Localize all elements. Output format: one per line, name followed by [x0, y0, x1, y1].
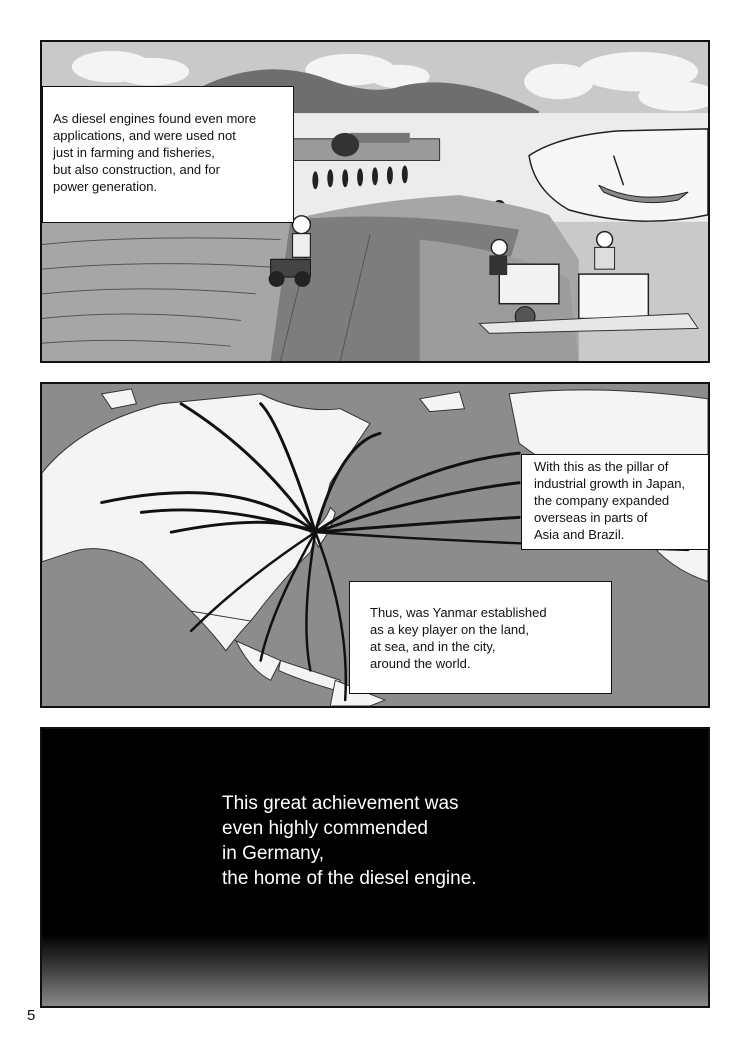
panel-world-map: [40, 382, 710, 708]
narration-text: This great achievement was even highly commended in Germany, the home of the diesel engine.: [222, 793, 477, 889]
page-number: 5: [27, 1007, 36, 1024]
caption-diesel-applications: As diesel engines found even more applications, and were used not just in farming and fisheries, but also construction, and for power generation.: [42, 86, 294, 223]
panel-germany-narration: [40, 727, 710, 1008]
caption-key-player: Thus, was Yanmar established as a key player on the land, at sea, and in the city, around the world.: [349, 581, 612, 694]
caption-overseas-expansion: With this as the pillar of industrial growth in Japan, the company expanded overseas in parts of Asia and Brazil.: [521, 454, 710, 550]
panel-farm-scene: [40, 40, 710, 363]
